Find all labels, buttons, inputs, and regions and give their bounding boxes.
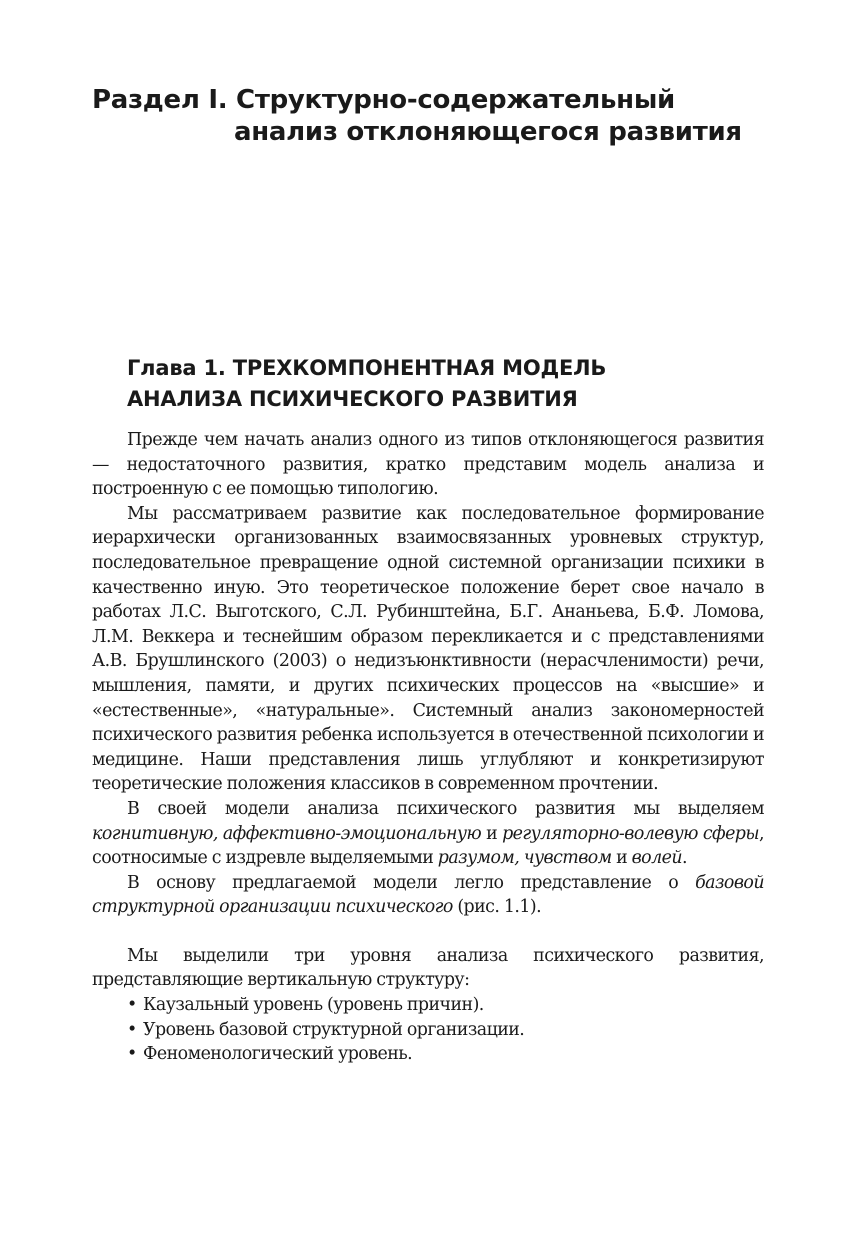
chapter-title-line-2: АНАЛИЗА ПСИХИЧЕСКОГО РАЗВИТИЯ: [127, 387, 578, 411]
paragraph-3-italic: разумом, чувством: [437, 848, 612, 869]
list-item: [127, 1042, 764, 1067]
bullet-icon: •: [127, 1019, 137, 1040]
section-title-line-2: анализ отклоняющегося развития: [234, 117, 742, 147]
list-item: [127, 993, 764, 1018]
bullet-icon: •: [127, 1044, 137, 1065]
paragraph-4-text: (рис. 1.1).: [452, 897, 542, 918]
section-title: [92, 84, 792, 148]
paragraph-3-text: .: [682, 848, 687, 869]
list-item-text: Уровень базовой структурной организации.: [143, 1019, 525, 1040]
paragraph-3-text: В своей модели анализа психического развития мы выделяем: [127, 798, 764, 819]
paragraph-4: [92, 871, 764, 920]
paragraph-5: Мы выделили три уровня анализа психического развития, представляющие вертикальную структуру:: [92, 945, 764, 991]
paragraph-2: Мы рассматриваем развитие как последовательное формирование иерархически организованных взаимосвязанных уровневых структур, последовательное превращение одной системной организации психики в качественно иную. Это теоретическое положение берет свое начало в работах Л.С. Выготского, С.Л. Рубинштейна, Б.Г. Ананьева, Б.Ф. Ломова, Л.М. Веккера и теснейшим образом перекликается и с представлениями А.В. Брушлинского (2003) о недизъюнктивности (нерасчленимости) речи, мышления, памяти, и других психических процессов на «высшие» и «естественные», «натуральные». Системный анализ закономерностей психического развития ребенка используется в отечественной психологии и медицине. Наши представления лишь углубляют и конкретизируют теоретические положения классиков в современном прочтении.: [92, 503, 764, 795]
paragraph-4-text: В основу предлагаемой модели легло представление о: [127, 872, 696, 893]
paragraph-1: Прежде чем начать анализ одного из типов отклоняющегося развития — недостаточного развития, кратко представим модель анализа и построенную с ее помощью типологию.: [92, 430, 764, 500]
paragraph-4-italic: базовой структурной организации психического: [92, 872, 764, 918]
list-item-text: Феноменологический уровень.: [143, 1044, 413, 1065]
paragraph-3-italic: когнитивную, аффективно-эмоциональную: [92, 823, 482, 844]
body-text: [92, 428, 764, 1067]
paragraph-3-text: и: [611, 848, 632, 869]
paragraph-3-text: и: [481, 823, 503, 844]
section-title-line-1: Раздел I. Структурно-содержательный: [92, 85, 675, 115]
chapter-title: [127, 353, 787, 415]
chapter-title-line-1: Глава 1. ТРЕХКОМПОНЕНТНАЯ МОДЕЛЬ: [127, 356, 607, 380]
bullet-icon: •: [127, 995, 137, 1016]
paragraph-3-italic: регуляторно-волевую сферы: [502, 823, 760, 844]
list-item-text: Каузальный уровень (уровень причин).: [143, 995, 484, 1016]
list-item: [127, 1018, 764, 1043]
paragraph-3: [92, 797, 764, 871]
levels-list: [92, 993, 764, 1067]
paragraph-3-italic: волей: [631, 848, 683, 869]
paragraph-3-text: , соотносимые с издревле выделяемыми: [92, 823, 764, 869]
